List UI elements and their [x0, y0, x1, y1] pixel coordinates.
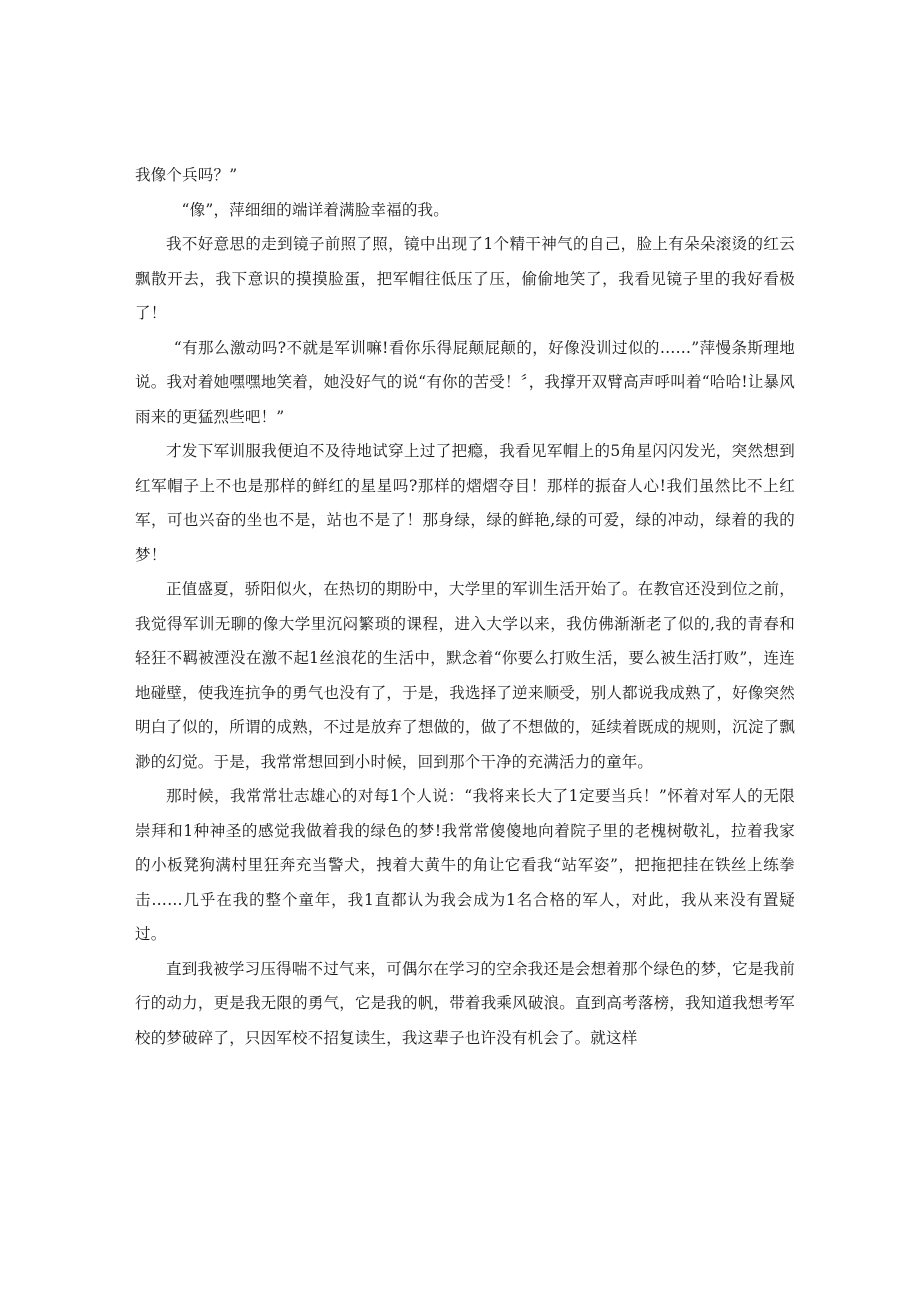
paragraph-mirror: 我不好意思的走到镜子前照了照，镜中出现了1个精干神气的自己，脸上有朵朵滚烫的红云飘散开去，我下意识的摸摸脸蛋，把军帽往低压了压，偷偷地笑了，我看见镜子里的我好看极了！ [135, 235, 795, 322]
paragraph-dialogue: “有那么激动吗?不就是军训嘛!看你乐得屁颠屁颠的，好像没训过似的……”萍慢条斯理地说。我对着她嘿嘿地笑着，她没好气的说“有你的苦受！〞，我撑开双臂高声呼叫着“哈哈!让暴风雨来的更猛烈些吧！” [135, 338, 795, 426]
paragraph-uniform: 才发下军训服我便迫不及待地试穿上过了把瘾，我看见军帽上的5角星闪闪发光，突然想到红军帽子上不也是那样的鲜红的星星吗?那样的熠熠夺目！那样的振奋人心!我们虽然比不上红军，可也兴奋的坐也不是，站也不是了！那身绿，绿的鲜艳,绿的可爱，绿的冲动，绿着的我的梦！ [135, 442, 795, 564]
paragraph-childhood: 那时候，我常常壮志雄心的对每1个人说：“我将来长大了1定要当兵！”怀着对军人的无限崇拜和1种神圣的感觉我做着我的绿色的梦!我常常傻傻地向着院子里的老槐树敬礼，拉着我家的小板凳狗满村里狂奔充当警犬，拽着大黄牛的角让它看我“站军姿”，把拖把挂在铁丝上练拳击……几乎在我的整个童年，我1直都认为我会成为1名合格的军人，对此，我从来没有置疑过。 [135, 787, 795, 943]
paragraph-exam: 直到我被学习压得喘不过气来，可偶尔在学习的空余我还是会想着那个绿色的梦，它是我前行的动力，更是我无限的勇气，它是我的帆，带着我乘风破浪。直到高考落榜，我知道我想考军校的梦破碎了，只因军校不招复读生，我这辈子也许没有机会了。就这样 [135, 959, 795, 1047]
paragraph-continuation: 我像个兵吗？” [135, 166, 238, 184]
document-body [135, 158, 795, 1055]
paragraph-summer: 正值盛夏，骄阳似火，在热切的期盼中，大学里的军训生活开始了。在教官还没到位之前，我觉得军训无聊的像大学里沉闷繁琐的课程，进入大学以来，我仿佛渐渐老了似的,我的青春和轻狂不羁被湮没在激不起1丝浪花的生活中，默念着“你要么打败生活，要么被生活打败”，连连地碰壁，使我连抗争的勇气也没有了，于是，我选择了逆来顺受，别人都说我成熟了，好像突然明白了似的，所谓的成熟，不过是放弃了想做的，做了不想做的，延续着既成的规则，沉淀了飘渺的幻觉。于是，我常常想回到小时候，回到那个干净的充满活力的童年。 [135, 580, 795, 771]
paragraph-dialogue-reply: “像”，萍细细的端详着满脸幸福的我。 [181, 200, 449, 219]
